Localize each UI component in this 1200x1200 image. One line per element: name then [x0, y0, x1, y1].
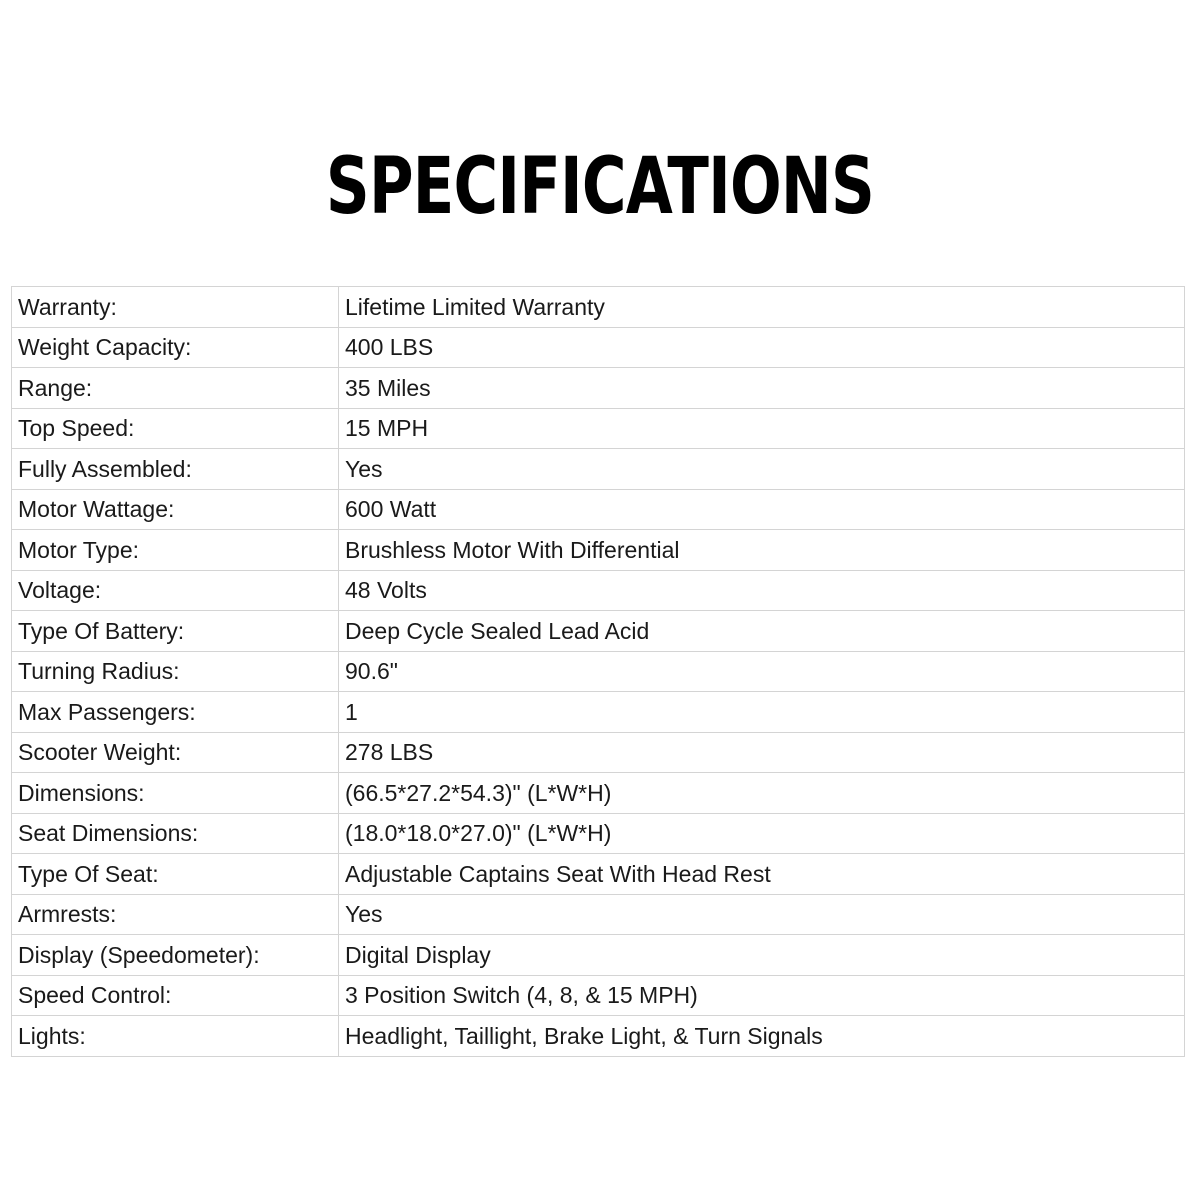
spec-label: Display (Speedometer):	[12, 935, 339, 976]
specifications-table	[11, 286, 1185, 1057]
table-row	[12, 773, 1185, 814]
spec-label: Weight Capacity:	[12, 327, 339, 368]
spec-label: Motor Wattage:	[12, 489, 339, 530]
table-row	[12, 1016, 1185, 1057]
spec-value: 3 Position Switch (4, 8, & 15 MPH)	[339, 975, 1185, 1016]
table-row	[12, 854, 1185, 895]
table-row	[12, 530, 1185, 571]
spec-value: 400 LBS	[339, 327, 1185, 368]
table-row	[12, 813, 1185, 854]
table-row	[12, 489, 1185, 530]
spec-value: 90.6"	[339, 651, 1185, 692]
spec-label: Voltage:	[12, 570, 339, 611]
page-title: SPECIFICATIONS	[325, 142, 875, 232]
spec-value: (66.5*27.2*54.3)" (L*W*H)	[339, 773, 1185, 814]
spec-label: Max Passengers:	[12, 692, 339, 733]
table-row	[12, 935, 1185, 976]
spec-value: Yes	[339, 894, 1185, 935]
spec-label: Seat Dimensions:	[12, 813, 339, 854]
spec-value: 278 LBS	[339, 732, 1185, 773]
spec-value: Brushless Motor With Differential	[339, 530, 1185, 571]
table-row	[12, 692, 1185, 733]
table-row	[12, 368, 1185, 409]
spec-value: Adjustable Captains Seat With Head Rest	[339, 854, 1185, 895]
table-row	[12, 894, 1185, 935]
spec-value: 1	[339, 692, 1185, 733]
spec-value: 48 Volts	[339, 570, 1185, 611]
table-row	[12, 611, 1185, 652]
spec-label: Lights:	[12, 1016, 339, 1057]
spec-label: Warranty:	[12, 287, 339, 328]
spec-label: Turning Radius:	[12, 651, 339, 692]
table-row	[12, 327, 1185, 368]
spec-label: Fully Assembled:	[12, 449, 339, 490]
spec-label: Scooter Weight:	[12, 732, 339, 773]
table-row	[12, 449, 1185, 490]
spec-value: (18.0*18.0*27.0)" (L*W*H)	[339, 813, 1185, 854]
spec-value: Headlight, Taillight, Brake Light, & Turn Signals	[339, 1016, 1185, 1057]
table-row	[12, 975, 1185, 1016]
spec-label: Top Speed:	[12, 408, 339, 449]
spec-label: Motor Type:	[12, 530, 339, 571]
table-row	[12, 287, 1185, 328]
spec-value: Deep Cycle Sealed Lead Acid	[339, 611, 1185, 652]
spec-value: 35 Miles	[339, 368, 1185, 409]
spec-label: Type Of Battery:	[12, 611, 339, 652]
table-row	[12, 570, 1185, 611]
spec-label: Speed Control:	[12, 975, 339, 1016]
table-row	[12, 732, 1185, 773]
spec-value: Digital Display	[339, 935, 1185, 976]
spec-label: Dimensions:	[12, 773, 339, 814]
spec-value: Lifetime Limited Warranty	[339, 287, 1185, 328]
table-row	[12, 408, 1185, 449]
spec-label: Type Of Seat:	[12, 854, 339, 895]
spec-value: 600 Watt	[339, 489, 1185, 530]
spec-label: Range:	[12, 368, 339, 409]
table-row	[12, 651, 1185, 692]
specifications-table-body	[12, 287, 1185, 1057]
spec-value: Yes	[339, 449, 1185, 490]
spec-label: Armrests:	[12, 894, 339, 935]
spec-value: 15 MPH	[339, 408, 1185, 449]
